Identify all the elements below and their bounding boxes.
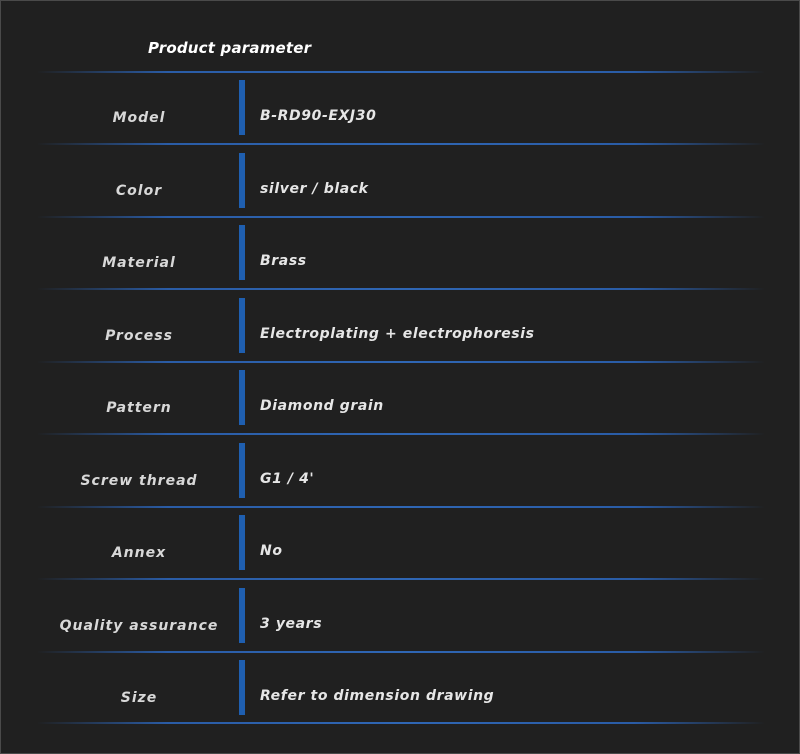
accent-bar <box>239 153 245 208</box>
param-value: B-RD90-EXJ30 <box>260 108 377 124</box>
accent-bar <box>239 370 245 425</box>
param-label: Size <box>120 690 158 706</box>
param-value: Refer to dimension drawing <box>260 688 495 704</box>
divider <box>37 722 765 724</box>
param-value: Electroplating + electrophoresis <box>260 326 535 342</box>
param-label: Model <box>112 110 166 126</box>
accent-bar <box>239 660 245 715</box>
param-row-material <box>1 218 800 290</box>
accent-bar <box>239 225 245 280</box>
param-label: Process <box>105 328 173 344</box>
param-row-pattern <box>1 363 800 435</box>
divider <box>37 578 765 580</box>
param-row-process <box>1 291 800 363</box>
divider <box>37 288 765 290</box>
accent-bar <box>239 588 245 643</box>
divider <box>37 433 765 435</box>
param-label: Color <box>115 183 163 199</box>
param-value: 3 years <box>260 616 323 632</box>
accent-bar <box>239 515 245 570</box>
param-label: Material <box>102 255 176 271</box>
param-label: Annex <box>111 545 167 561</box>
param-label: Pattern <box>106 400 172 416</box>
param-row-size <box>1 653 800 725</box>
param-value: G1 / 4' <box>260 471 315 487</box>
accent-bar <box>239 298 245 353</box>
param-label: Screw thread <box>80 473 198 489</box>
param-value: silver / black <box>260 181 369 197</box>
param-row-screw-thread <box>1 436 800 508</box>
accent-bar <box>239 80 245 135</box>
param-label: Quality assurance <box>59 618 219 634</box>
param-row-quality-assurance <box>1 581 800 653</box>
param-row-model <box>1 73 800 145</box>
param-row-annex <box>1 508 800 580</box>
param-row-color <box>1 146 800 218</box>
param-value: No <box>260 543 283 559</box>
page-title: Product parameter <box>148 39 312 57</box>
accent-bar <box>239 443 245 498</box>
param-value: Brass <box>260 253 307 269</box>
param-value: Diamond grain <box>260 398 384 414</box>
divider <box>37 143 765 145</box>
